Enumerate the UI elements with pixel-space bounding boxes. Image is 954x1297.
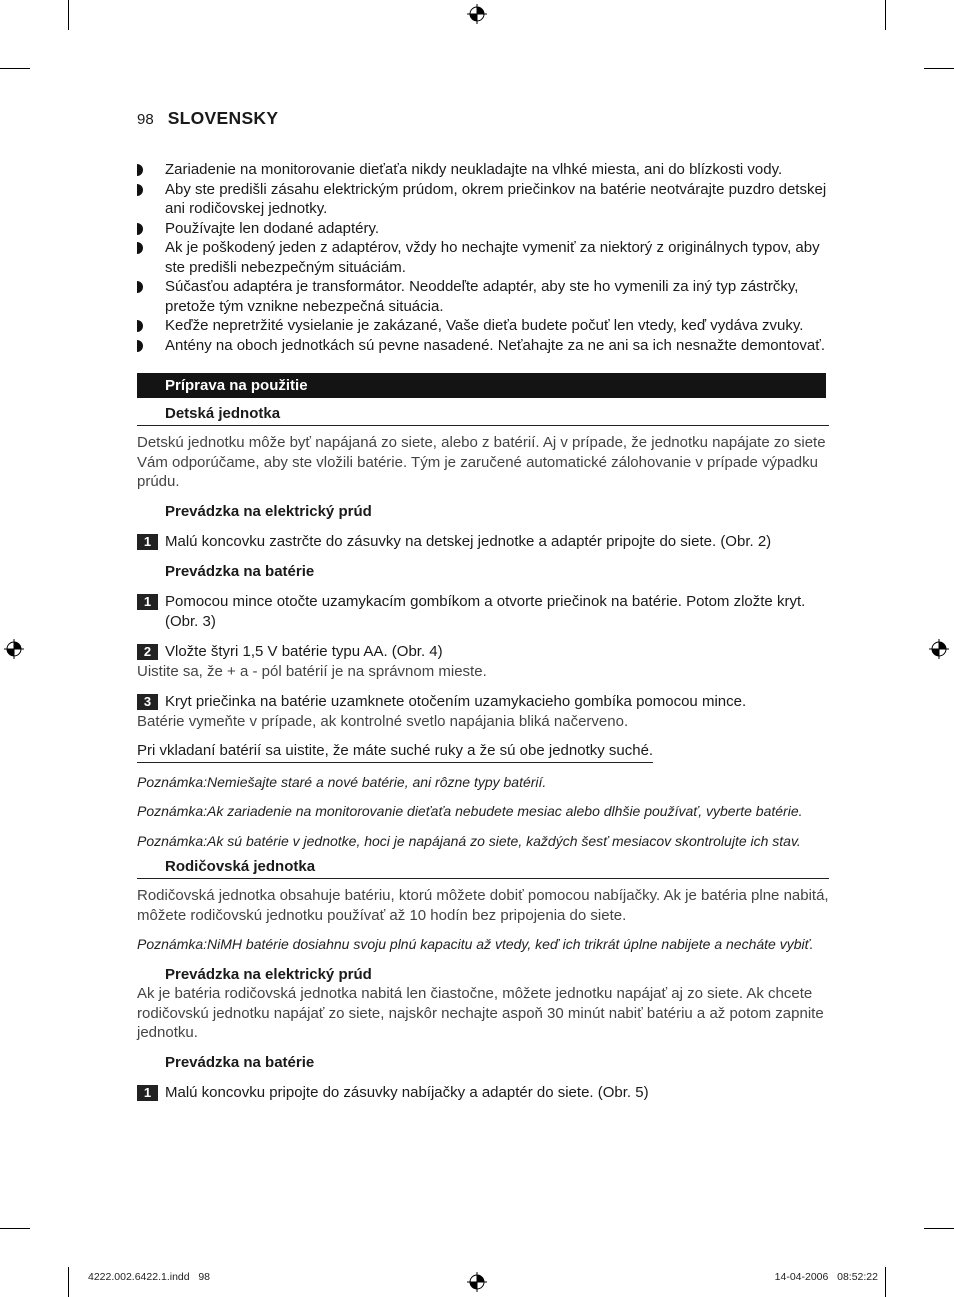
note-text: Poznámka:NiMH batérie dosiahnu svoju plnú kapacitu až vtedy, keď ich trikrát úplne nabijete a necháte vybiť. [137, 936, 814, 952]
footer-filename: 4222.002.6422.1.indd 98 [88, 1271, 211, 1283]
list-item: Aby ste predišli zásahu elektrickým prúdom, okrem priečinkov na batérie neotvárajte puzdro detskej ani rodičovskej jednotky. [137, 180, 829, 219]
step-item [137, 532, 829, 552]
step-subtext: Uistite sa, že + a - pól batérií je na správnom mieste. [137, 662, 487, 680]
note-text: Poznámka:Ak sú batérie v jednotke, hoci je napájaná zo siete, každých šesť mesiacov skontrolujte ich stav. [137, 832, 801, 849]
bullet-icon [137, 223, 143, 235]
step-item [137, 1083, 829, 1103]
crop-mark [885, 1267, 886, 1297]
step-subtext: Batérie vymeňte v prípade, ak kontrolné svetlo napájania bliká načerveno. [137, 712, 629, 730]
step-number: 1 [137, 534, 158, 550]
registration-mark-icon [467, 1272, 487, 1292]
registration-mark-icon [4, 639, 24, 659]
step-item [137, 692, 829, 712]
list-item: Používajte len dodané adaptéry. [137, 219, 829, 239]
language-title: SLOVENSKY [167, 108, 279, 128]
note-text: Poznámka:Ak zariadenie na monitorovanie dieťaťa nebudete mesiac alebo dlhšie používať, vyberte batérie. [137, 803, 803, 819]
bullet-icon [137, 340, 143, 352]
note-text: Poznámka:Nemiešajte staré a nové batérie, ani rôzne typy batérií. [137, 773, 547, 790]
registration-mark-icon [467, 4, 487, 24]
footer-datetime: 14-04-2006 08:52:22 [774, 1271, 878, 1283]
crop-mark [0, 1228, 30, 1229]
main-content [137, 160, 829, 1103]
list-item: Súčasťou adaptéra je transformátor. Neoddeľte adaptér, aby ste ho vymenili za iný typ zástrčky, pretože tým vznikne nebezpečná situácia. [137, 277, 829, 316]
bullet-icon [137, 242, 143, 254]
bullet-icon [137, 320, 143, 332]
parent-battery-heading: Prevádzka na batérie [165, 1053, 315, 1071]
list-item: Zariadenie na monitorovanie dieťaťa nikdy neukladajte na vlhké miesta, ani do blízkosti vody. [137, 160, 829, 180]
crop-mark [68, 0, 69, 30]
step-number: 1 [137, 1085, 158, 1101]
registration-mark-icon [929, 639, 949, 659]
list-item: Ak je poškodený jeden z adaptérov, vždy ho nechajte vymeniť za niektorý z originálnych typov, aby ste predišli nebezpečným situáciám. [137, 238, 829, 277]
step-number: 1 [137, 594, 158, 610]
bullet-icon [137, 281, 143, 293]
list-item: Antény na oboch jednotkách sú pevne nasadené. Neťahajte za ne ani sa ich nesnažte demontovať. [137, 336, 829, 356]
page-number: 98 [137, 111, 154, 128]
baby-mains-heading: Prevádzka na elektrický prúd [165, 502, 372, 520]
safety-bullet-list [137, 160, 829, 355]
parent-unit-intro: Rodičovská jednotka obsahuje batériu, ktorú môžete dobiť pomocou nabíjačky. Ak je batéria plne nabitá, môžete rodičovskú jednotku používať až 10 hodín bez pripojenia do siete. [137, 887, 829, 924]
crop-mark [0, 68, 30, 69]
step-text: Kryt priečinka na batérie uzamknete otočením uzamykacieho gombíka pomocou mince. [165, 693, 747, 710]
parent-mains-text: Ak je batéria rodičovská jednotka nabitá len čiastočne, môžete jednotku napájať aj zo siete. Ak chcete rodičovskú jednotku napájať zo siete, najskôr nechajte aspoň 30 minút nabiť batériu a až potom zapnite jednotku. [137, 985, 824, 1041]
baby-unit-heading: Detská jednotka [137, 403, 829, 426]
step-number: 2 [137, 644, 158, 660]
baby-unit-intro: Detskú jednotku môže byť napájaná zo siete, alebo z batérií. Aj v prípade, že jednotku napájate zo siete Vám odporúčame, aby ste vložili batérie. Tým je zaručené automatické zálohovanie v prípade výpadku prúdu. [137, 434, 826, 490]
step-item [137, 592, 829, 631]
step-text: Pomocou mince otočte uzamykacím gombíkom a otvorte priečinok na batérie. Potom zložte kryt. (Obr. 3) [165, 593, 806, 630]
crop-mark [924, 68, 954, 69]
parent-mains-heading: Prevádzka na elektrický prúd [165, 965, 372, 983]
bullet-icon [137, 184, 143, 196]
baby-battery-heading: Prevádzka na batérie [165, 562, 315, 580]
page-header [137, 108, 278, 129]
step-text: Malú koncovku zastrčte do zásuvky na detskej jednotke a adaptér pripojte do siete. (Obr. 2) [165, 533, 772, 550]
step-number: 3 [137, 694, 158, 710]
crop-mark [885, 0, 886, 30]
bullet-icon [137, 164, 143, 176]
list-item: Keďže nepretržité vysielanie je zakázané, Vaše dieťa budete počuť len vtedy, keď vydáva zvuky. [137, 316, 829, 336]
crop-mark [68, 1267, 69, 1297]
step-text: Vložte štyri 1,5 V batérie typu AA. (Obr. 4) [165, 643, 443, 660]
warning-text: Pri vkladaní batérií sa uistite, že máte suché ruky a že sú obe jednotky suché. [137, 741, 653, 763]
step-text: Malú koncovku pripojte do zásuvky nabíjačky a adaptér do siete. (Obr. 5) [165, 1084, 649, 1101]
parent-unit-heading: Rodičovská jednotka [137, 856, 829, 879]
crop-mark [924, 1228, 954, 1229]
section-title-bar: Príprava na použitie [137, 373, 826, 398]
step-item [137, 642, 829, 662]
